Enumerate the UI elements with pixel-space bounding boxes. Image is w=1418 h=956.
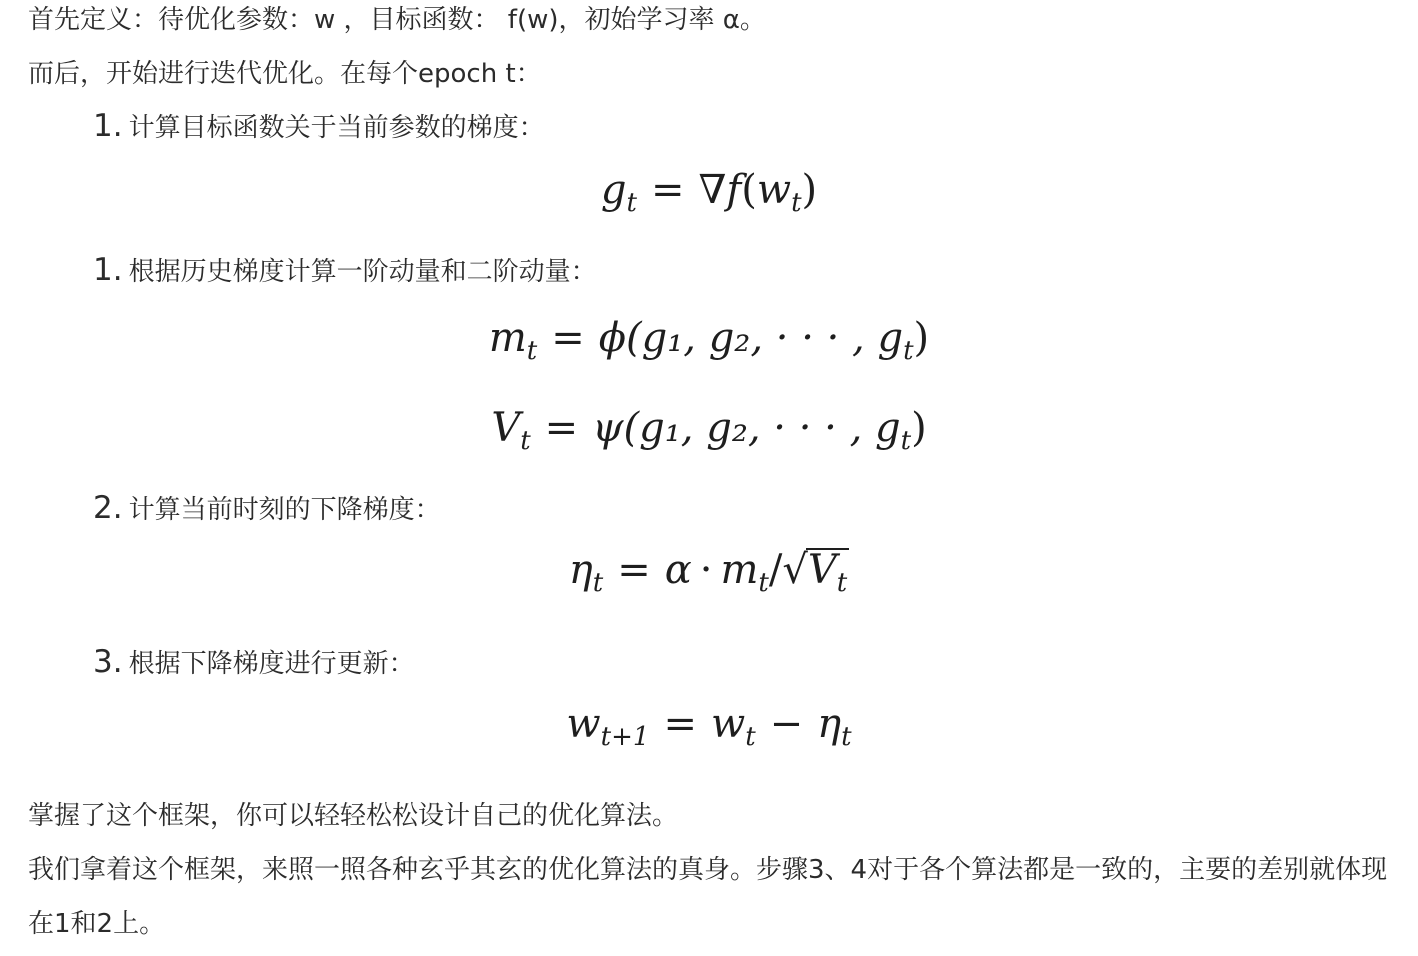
step-compute-gradient bbox=[93, 108, 545, 144]
intro-line-1: 首先定义：待优化参数：w ，目标函数： f(w)，初始学习率 α。 bbox=[28, 5, 766, 35]
formula-first-moment: $m_t = \phi(g_1$, g₂, · · · , $g_t$) bbox=[488, 315, 930, 366]
step-number: 3. bbox=[93, 644, 123, 680]
step-text: 计算目标函数关于当前参数的梯度： bbox=[128, 113, 545, 143]
step-text: 根据下降梯度进行更新： bbox=[128, 649, 415, 679]
outro-line-2: 我们拿着这个框架，来照一照各种玄乎其玄的优化算法的真身。步骤3、4对于各个算法都是一致的，主要的差别就体现在1和2上。 bbox=[28, 855, 1388, 939]
outro-line-1: 掌握了这个框架，你可以轻轻松松设计自己的优化算法。 bbox=[28, 801, 679, 831]
step-number: 1. bbox=[93, 252, 123, 288]
step-text: 根据历史梯度计算一阶动量和二阶动量： bbox=[128, 257, 597, 287]
formula-second-moment: $V_t = \psi(g_1$, g₂, · · · , $g_t$) bbox=[491, 405, 927, 456]
intro-line-2: 而后，开始进行迭代优化。在每个epoch t： bbox=[28, 59, 542, 89]
step-text: 计算当前时刻的下降梯度： bbox=[128, 495, 441, 525]
formula-update: $w_{t+1} = w_t - \eta_t$ bbox=[566, 701, 852, 752]
formula-gradient: $g_t = \nabla f(w_t)$ bbox=[600, 167, 818, 218]
step-update bbox=[93, 644, 415, 680]
formula-descent: $\eta_t = \alpha \cdot m_t/√V_t$ bbox=[568, 547, 848, 598]
step-number: 2. bbox=[93, 490, 123, 526]
step-compute-descent bbox=[93, 490, 441, 526]
step-number: 1. bbox=[93, 108, 123, 144]
step-compute-moments bbox=[93, 252, 597, 288]
